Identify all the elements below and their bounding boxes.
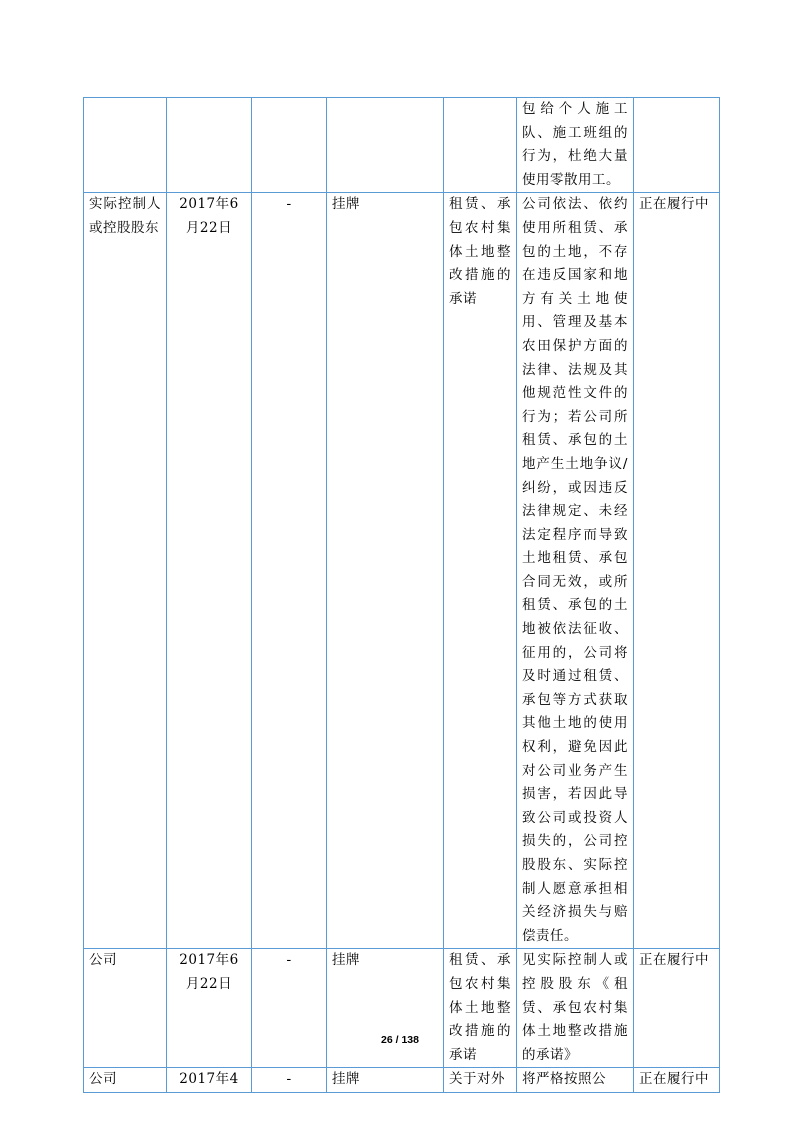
table-row (84, 1068, 720, 1093)
type-cell (444, 98, 517, 193)
content-cell: 见实际控制人或控股股东《租赁、承包农村集体土地整改措施的承诺》 (517, 949, 634, 1068)
context-cell: 挂牌 (327, 949, 444, 1068)
content-cell: 公司依法、依约使用所租赁、承包的土地，不存在违反国家和地方有关土地使用、管理及基本农田保护方面的法律、法规及其他规范性文件的行为；若公司所租赁、承包的土地产生土地争议/纠纷，或因违反法律规定、未经法定程序而导致土地租赁、承包合同无效，或所租赁、承包的土地被依法征收、征用的，公司将及时通过租赁、承包等方式获取其他土地的使用权利，避免因此对公司业务产生损害，若因此导致公司或投资人损失的，公司控股股东、实际控制人愿意承担相关经济损失与赔偿责任。 (517, 193, 634, 949)
deadline-cell (252, 98, 327, 193)
date-cell: 2017年6 月22日 (167, 949, 252, 1068)
type-cell: 关于对外 (444, 1068, 517, 1093)
type-cell: 租赁、承包农村集体土地整改措施的承诺 (444, 949, 517, 1068)
date-cell: 2017年6 月22日 (167, 193, 252, 949)
deadline-cell: - (252, 193, 327, 949)
status-cell: 正在履行中 (634, 949, 720, 1068)
status-cell: 正在履行中 (634, 193, 720, 949)
context-cell: 挂牌 (327, 193, 444, 949)
table-row (84, 98, 720, 193)
deadline-cell: - (252, 1068, 327, 1093)
party-cell: 实际控制人或控股股东 (84, 193, 167, 949)
party-cell (84, 98, 167, 193)
content-cell: 包给个人施工队、施工班组的行为，杜绝大量使用零散用工。 (517, 98, 634, 193)
party-cell: 公司 (84, 1068, 167, 1093)
type-cell: 租赁、承包农村集体土地整改措施的承诺 (444, 193, 517, 949)
status-cell: 正在履行中 (634, 1068, 720, 1093)
date-cell: 2017年4 (167, 1068, 252, 1093)
table-row (84, 949, 720, 1068)
context-cell: 挂牌 (327, 1068, 444, 1093)
status-cell (634, 98, 720, 193)
date-cell (167, 98, 252, 193)
table-row (84, 193, 720, 949)
party-cell: 公司 (84, 949, 167, 1068)
context-cell (327, 98, 444, 193)
commitments-table (83, 97, 720, 1093)
content-cell: 将严格按照公 (517, 1068, 634, 1093)
deadline-cell: - (252, 949, 327, 1068)
page-number: 26 / 138 (381, 1034, 419, 1046)
